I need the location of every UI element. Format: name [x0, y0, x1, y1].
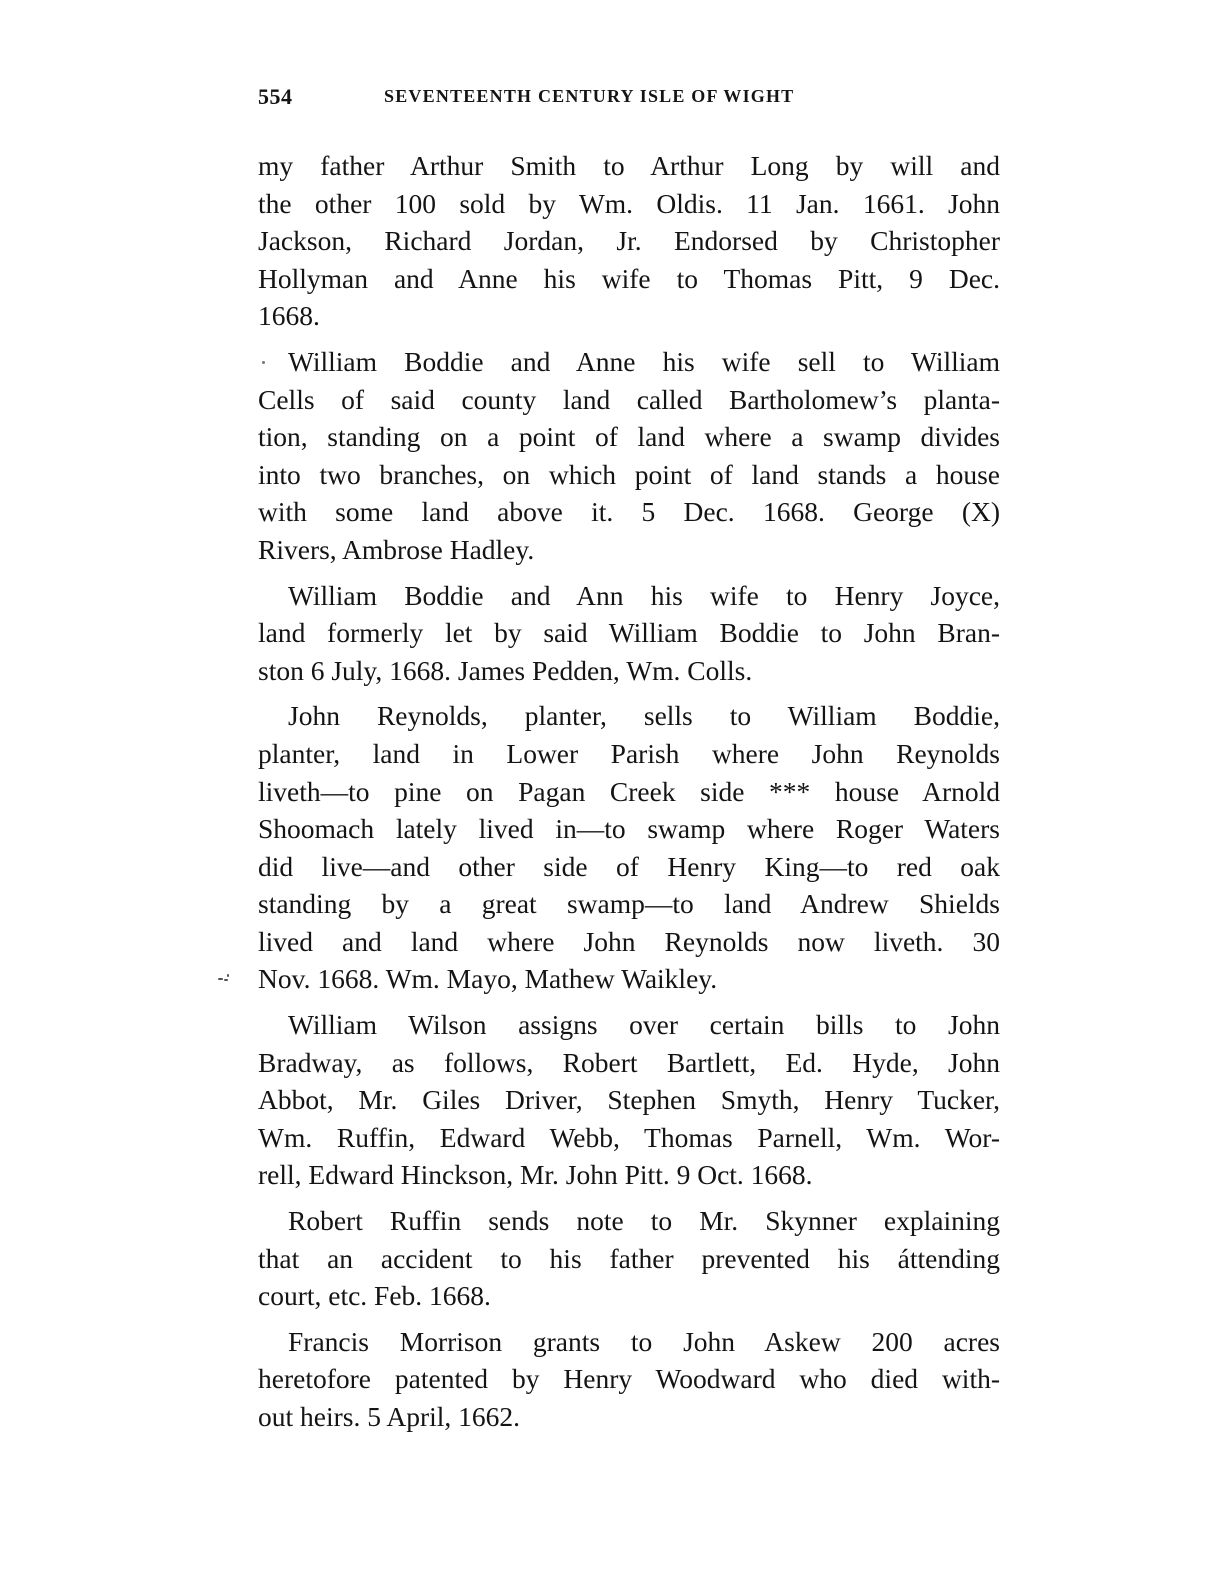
text-line: tion, standing on a point of land where a swamp divides [258, 421, 1000, 453]
text-line: ston 6 July, 1668. James Pedden, Wm. Colls. [258, 654, 753, 686]
text-line: William Boddie and Ann his wife to Henry Joyce, [288, 579, 1000, 611]
text-line: Robert Ruffin sends note to Mr. Skynner explaining [288, 1205, 1000, 1237]
text-line: Rivers, Ambrose Hadley. [258, 533, 535, 565]
paragraph [258, 1323, 1000, 1436]
text-line: court, etc. Feb. 1668. [258, 1280, 491, 1312]
text-line: my father Arthur Smith to Arthur Long by will and [258, 150, 1000, 181]
text-line: land formerly let by said William Boddie to John Bran- [258, 617, 1000, 649]
paragraph [258, 343, 1000, 569]
text-line: with some land above it. 5 Dec. 1668. George (X) [258, 496, 1000, 528]
paragraph-continued [258, 147, 1000, 335]
running-title: SEVENTEENTH CENTURY ISLE OF WIGHT [384, 86, 795, 106]
text-line: Shoomach lately lived in—to swamp where Roger Waters [258, 813, 1000, 845]
text-line: did live—and other side of Henry King—to red oak [258, 850, 1000, 882]
text-line: lived and land where John Reynolds now liveth. 30 [258, 925, 1000, 957]
text-line: Bradway, as follows, Robert Bartlett, Ed. Hyde, John [258, 1046, 1000, 1078]
text-line: Jackson, Richard Jordan, Jr. Endorsed by Christopher [258, 225, 1000, 257]
text-line: the other 100 sold by Wm. Oldis. 11 Jan. 1661. John [258, 187, 1000, 219]
paragraph [258, 1006, 1000, 1194]
running-head [258, 84, 998, 114]
text-line: 1668. [258, 300, 320, 332]
text-line: heretofore patented by Henry Woodward who died with- [258, 1363, 1000, 1395]
text-line: Hollyman and Anne his wife to Thomas Pitt, 9 Dec. [258, 262, 1000, 294]
page-number: 554 [258, 84, 293, 109]
text-line: that an accident to his father prevented his áttending [258, 1242, 1000, 1274]
text-line: Abbot, Mr. Giles Driver, Stephen Smyth, Henry Tucker, [258, 1084, 1000, 1116]
paragraph [258, 577, 1000, 690]
text-line: Cells of said county land called Bartholomew’s planta- [258, 383, 1000, 415]
text-line: Nov. 1668. Wm. Mayo, Mathew Waikley. [258, 963, 718, 995]
text-line: liveth—to pine on Pagan Creek side *** house Arnold [258, 775, 1000, 807]
text-line: William Boddie and Anne his wife sell to William [288, 345, 1000, 377]
text-line: rell, Edward Hinckson, Mr. John Pitt. 9 Oct. 1668. [258, 1159, 813, 1191]
text-line: planter, land in Lower Parish where John Reynolds [258, 737, 1000, 769]
margin-pencil-mark [218, 972, 232, 982]
body-text [258, 147, 1000, 1444]
text-line: William Wilson assigns over certain bills to John [288, 1009, 1000, 1041]
text-line: Wm. Ruffin, Edward Webb, Thomas Parnell, Wm. Wor- [258, 1121, 1000, 1153]
paragraph [258, 697, 1000, 998]
text-line: standing by a great swamp—to land Andrew Shields [258, 888, 1000, 920]
text-line: Francis Morrison grants to John Askew 200 acres [288, 1325, 1000, 1357]
text-line: into two branches, on which point of land stands a house [258, 458, 1000, 490]
text-line: out heirs. 5 April, 1662. [258, 1401, 521, 1432]
paragraph [258, 1202, 1000, 1315]
text-line: John Reynolds, planter, sells to William Boddie, [288, 700, 1000, 732]
